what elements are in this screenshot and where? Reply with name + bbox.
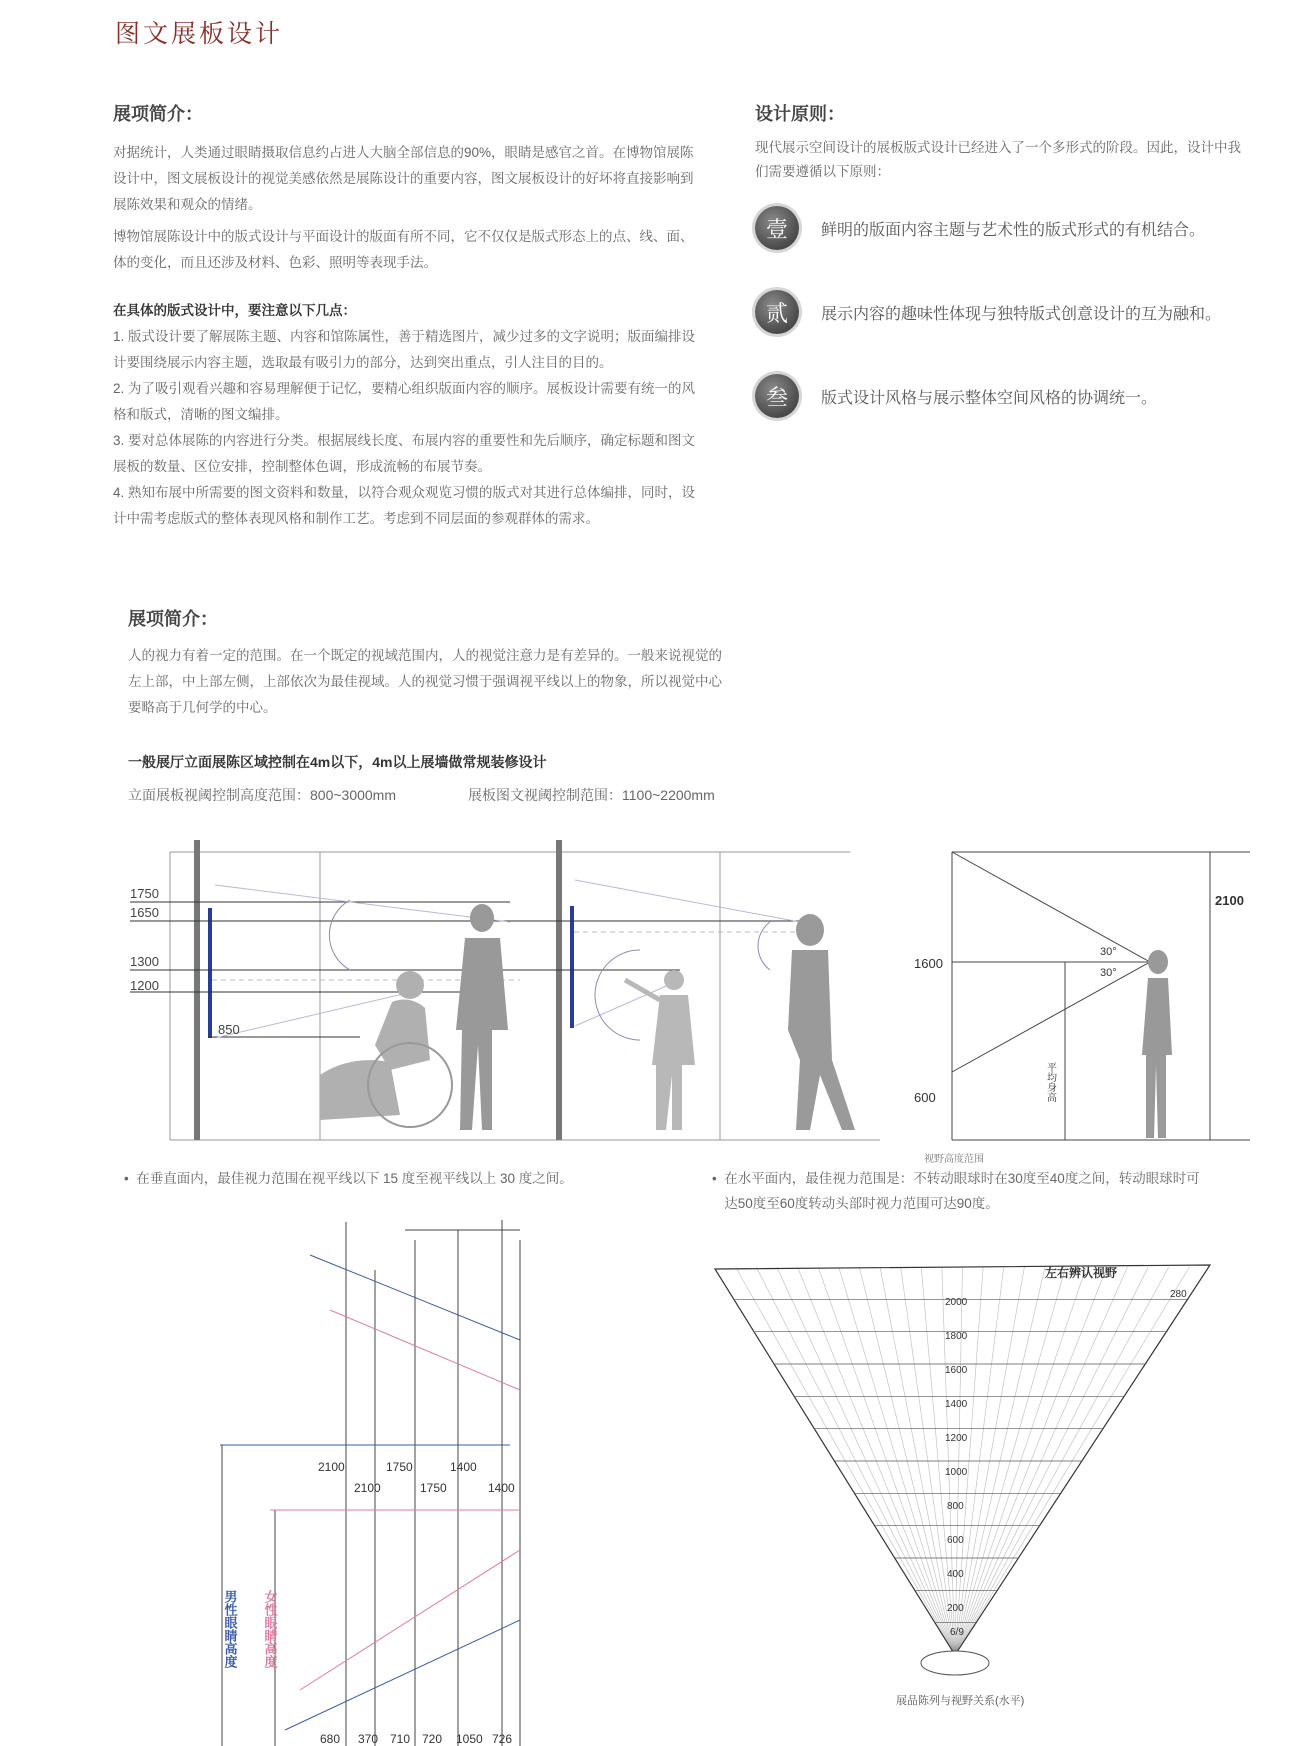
height-caption: • 在水平面内，最佳视力范围是：不转动眼球时在30度至40度之间，转动眼球时可达50度至60度转动头部时视力范围可达90度。	[712, 1166, 1202, 1216]
elev-label-1750: 1750	[130, 886, 159, 901]
top-label-1400: 1400	[450, 1460, 477, 1474]
vision-title: 展项简介：	[128, 609, 218, 630]
principle-1	[755, 206, 1245, 250]
point-3: 3. 要对总体展陈的内容进行分类。根据展线长度、布展内容的重要性和先后顺序，确定标题和图文展板的数量、区位安排，控制整体色调，形成流畅的布展节奏。	[113, 433, 696, 474]
field-label-1800: 1800	[945, 1331, 968, 1342]
field-label-200: 200	[947, 1603, 964, 1614]
female-eye-height-label: 女性眼睛高度	[262, 1590, 278, 1668]
point-2: 2. 为了吸引观看兴趣和容易理解便于记忆，要精心组织版面内容的顺序。展板设计需要有统一的风格和版式，清晰的图文编排。	[113, 381, 696, 422]
height-small-caption: 视野高度范围	[924, 1154, 984, 1165]
principles-title: 设计原则：	[755, 104, 845, 125]
height-label-2100: 2100	[1215, 893, 1244, 908]
elev-label-1300: 1300	[130, 954, 159, 969]
elevation-caption: • 在垂直面内，最佳视力范围在视平线以下 15 度至视平线以上 30 度之间。	[124, 1171, 573, 1186]
point-1: 1. 版式设计要了解展陈主题、内容和馆陈属性，善于精选图片，减少过多的文字说明；版面编排设计要围绕展示内容主题，选取最有吸引力的部分，达到突出重点，引人注目的目的。	[113, 329, 696, 370]
height-label-1600: 1600	[914, 956, 943, 971]
field-right-label: 280	[1170, 1289, 1187, 1300]
elev-label-1200: 1200	[130, 978, 159, 993]
field-label-1400: 1400	[945, 1399, 968, 1410]
male-eye-height-label: 男性眼睛高度	[222, 1590, 238, 1668]
height-caption-text: 在水平面内，最佳视力范围是：不转动眼球时在30度至40度之间，转动眼球时可达50度至60度转动头部时视力范围可达90度。	[724, 1171, 1200, 1211]
field-label-69: 6/9	[950, 1627, 964, 1638]
principle-1-text: 鲜明的版面内容主题与艺术性的版式形式的有机结合。	[821, 221, 1206, 239]
angle-label-up: 30°	[1100, 946, 1117, 958]
principles-section	[755, 100, 1245, 418]
vision-range-1: 立面展板视阈控制高度范围：800~3000mm	[128, 787, 397, 803]
principle-2	[755, 290, 1245, 334]
bottom-label-1: 680	[320, 1732, 341, 1746]
bottom-label-4: 720	[422, 1732, 443, 1746]
vision-range-2: 展板图文视阈控制范围：1100~2200mm	[468, 787, 715, 803]
page-title: 图文展板设计	[115, 19, 284, 48]
height-diagram	[910, 840, 1260, 1170]
eye-height-diagram	[210, 1210, 540, 1746]
visual-field-caption: 展品陈列与视野关系(水平)	[896, 1695, 1025, 1707]
field-label-600: 600	[947, 1535, 964, 1546]
seal-2-icon: 贰	[755, 290, 799, 334]
field-label-1200: 1200	[945, 1433, 968, 1444]
field-label-1000: 1000	[945, 1467, 968, 1478]
mid-label-1750: 1750	[420, 1481, 447, 1495]
field-label-800: 800	[947, 1501, 964, 1512]
height-label-600: 600	[914, 1090, 936, 1105]
elev-label-1650: 1650	[130, 905, 159, 920]
elevation-caption-text: 在垂直面内，最佳视力范围在视平线以下 15 度至视平线以上 30 度之间。	[136, 1171, 573, 1186]
intro-paragraph-2: 博物馆展陈设计中的版式设计与平面设计的版面有所不同，它不仅仅是版式形态上的点、线、面、体的变化，而且还涉及材料、色彩、照明等表现手法。	[113, 229, 694, 270]
field-label-2000: 2000	[945, 1297, 968, 1308]
bottom-label-6: 726	[492, 1732, 513, 1746]
principle-2-text: 展示内容的趣味性体现与独特版式创意设计的互为融和。	[821, 305, 1222, 323]
intro-paragraph-1: 对据统计，人类通过眼睛摄取信息约占进人大脑全部信息的90%，眼睛是感官之首。在博物馆展陈设计中，图文展板设计的视觉美感依然是展陈设计的重要内容，图文展板设计的好坏将直接影响到展陈效果和观众的情绪。	[113, 145, 694, 212]
principles-intro: 现代展示空间设计的展板版式设计已经进入了一个多形式的阶段。因此，设计中我们需要遵循以下原则：	[755, 140, 1241, 179]
intro-section	[113, 100, 698, 532]
vision-paragraph: 人的视力有着一定的范围。在一个既定的视域范围内，人的视觉注意力是有差异的。一般来说视觉的左上部，中上部左侧，上部依次为最佳视域。人的视觉习惯于强调视平线以上的物象，所以视觉中心要略高于几何学的中心。	[128, 648, 722, 715]
vision-section	[128, 605, 728, 721]
top-label-1750: 1750	[386, 1460, 413, 1474]
avg-height-label: 平均身高	[1044, 1062, 1056, 1102]
intro-title: 展项简介：	[113, 104, 203, 125]
principle-3-text: 版式设计风格与展示整体空间风格的协调统一。	[821, 389, 1158, 407]
principle-3	[755, 374, 1245, 418]
seal-1-icon: 壹	[755, 206, 799, 250]
top-label-2100: 2100	[318, 1460, 345, 1474]
field-label-1600: 1600	[945, 1365, 968, 1376]
point-4: 4. 熟知布展中所需要的图文资料和数量，以符合观众观览习惯的版式对其进行总体编排，同时，设计中需考虑版式的整体表现风格和制作工艺。考虑到不同层面的参观群体的需求。	[113, 485, 696, 526]
mid-label-1400: 1400	[488, 1481, 515, 1495]
seal-3-icon: 叁	[755, 374, 799, 418]
field-label-400: 400	[947, 1569, 964, 1580]
angle-label-down: 30°	[1100, 967, 1117, 979]
field-title: 左右辨认视野	[1045, 1266, 1118, 1280]
vision-subtitle: 一般展厅立面展陈区域控制在4m以下，4m以上展墙做常规装修设计	[128, 754, 547, 770]
bottom-label-5: 1050	[456, 1732, 483, 1746]
visual-field-diagram	[710, 1255, 1220, 1715]
mid-label-2100: 2100	[354, 1481, 381, 1495]
points-title: 在具体的版式设计中，要注意以下几点：	[113, 303, 356, 318]
bottom-label-2: 370	[358, 1732, 379, 1746]
bottom-label-3: 710	[390, 1732, 411, 1746]
elevation-diagram	[120, 830, 890, 1150]
elev-label-850: 850	[218, 1022, 240, 1037]
